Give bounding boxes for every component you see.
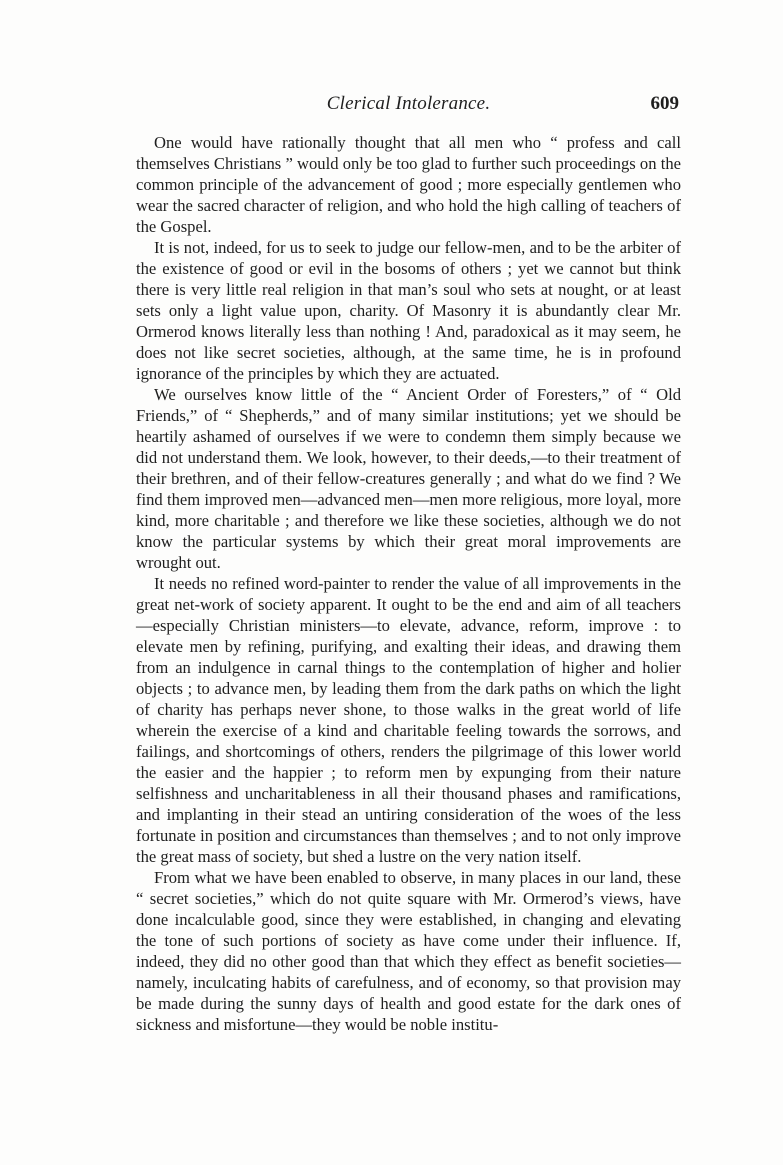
paragraph-1: One would have rationally thought that all men who “ profess and call themselves Christians ” would only be too glad to further such proceedings on the common principle of the advancement of good ; more especially gentlemen who wear the sacred character of religion, and who hold the high calling of teachers of the Gospel. <box>136 133 681 236</box>
paragraph-2: It is not, indeed, for us to seek to judge our fellow-men, and to be the arbiter of the existence of good or evil in the bosoms of others ; yet we cannot but think there is very little real religion in that man’s soul who sets at nought, or at least sets only a light value upon, charity. Of Masonry it is abundantly clear Mr. Ormerod knows literally less than nothing ! And, paradoxical as it may seem, he does not like secret societies, although, at the same time, he is in profound ignorance of the principles by which they are actuated. <box>136 238 681 383</box>
paragraph-5: From what we have been enabled to observe, in many places in our land, these “ secret societies,” which do not quite square with Mr. Ormerod’s views, have done incalculable good, since they were established, in changing and elevating the tone of such portions of society as have come under their influence. If, indeed, they did no other good than that which they effect as benefit societies—namely, inculcating habits of carefulness, and of economy, so that provision may be made during the sunny days of health and good estate for the dark ones of sickness and misfortune—they would be noble institu- <box>136 868 681 1034</box>
paragraph-3: We ourselves know little of the “ Ancient Order of Foresters,” of “ Old Friends,” of “ Shepherds,” and of many similar institutions; yet we should be heartily ashamed of ourselves if we were to condemn them simply because we did not understand them. We look, however, to their deeds,—to their treatment of their brethren, and of their fellow-creatures generally ; and what do we find ? We find them improved men—advanced men—men more religious, more loyal, more kind, more charitable ; and therefore we like these societies, although we do not know the particular systems by which their great moral improvements are wrought out. <box>136 385 681 572</box>
running-head <box>136 93 681 121</box>
article-body <box>136 132 681 1035</box>
page-number: 609 <box>650 93 679 114</box>
paragraph-4: It needs no refined word-painter to render the value of all improvements in the great net-work of society apparent. It ought to be the end and aim of all teachers—especially Christian ministers—to elevate, advance, reform, improve : to elevate men by refining, purifying, and exalting their ideas, and drawing them from an indulgence in carnal things to the contemplation of higher and holier objects ; to advance men, by leading them from the dark paths on which the light of charity has perhaps never shone, to those walks in the great world of life wherein the exercise of a kind and charitable feeling towards the sorrows, and failings, and shortcomings of others, renders the pilgrimage of this lower world the easier and the happier ; to reform men by expunging from their nature selfishness and uncharitableness in all their thousand phases and ramifications, and implanting in their stead an untiring consideration of the woes of the less fortunate in position and circumstances than themselves ; and to not only improve the great mass of society, but shed a lustre on the very nation itself. <box>136 574 681 866</box>
page-title: Clerical Intolerance. <box>326 93 491 114</box>
